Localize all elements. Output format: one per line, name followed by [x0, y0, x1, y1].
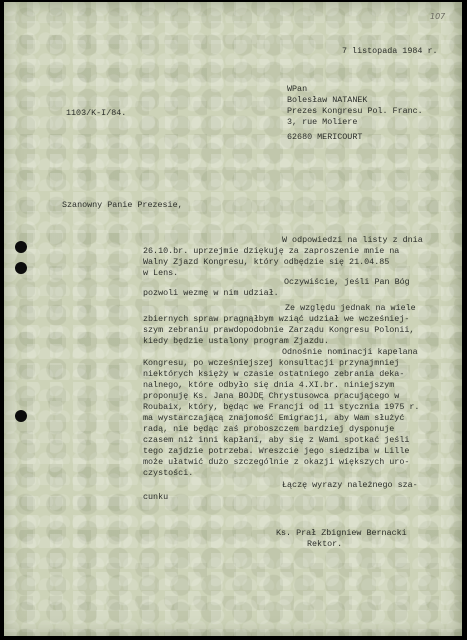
body-line: Oczywiście, jeśli Pan Bóg: [284, 277, 410, 287]
body-line: nalnego, które odbyło się dnia 4.XI.br. niniejszym: [143, 380, 395, 390]
signature-name: Ks. Prał Zbigniew Bernacki: [276, 528, 407, 538]
body-line: szym zebraniu prawdopodobnie Zarządu Kongresu Polonii,: [143, 325, 415, 335]
body-line: Kongresu, po wcześniejszej konsultacji przynajmniej: [143, 358, 400, 368]
body-line: Odnośnie nominacji kapelana: [282, 347, 418, 357]
signature-title: Rektor.: [307, 539, 343, 549]
body-line: W odpowiedzi na listy z dnia: [282, 235, 423, 245]
recipient-line: Prezes Kongresu Pol. Franc.: [287, 106, 423, 116]
body-line: w Lens.: [143, 268, 179, 278]
salutation: Szanowny Panie Prezesie,: [62, 200, 183, 210]
recipient-line: 3, rue Moliere: [287, 117, 358, 127]
body-line: kiedy będzie ustalony program Zjazdu.: [143, 336, 329, 346]
punch-hole: [15, 410, 27, 422]
letter-page: [4, 2, 462, 636]
punch-hole: [15, 262, 27, 274]
body-line: Ze względu jednak na wiele: [285, 303, 416, 313]
body-line: czasem niż inni kapłani, aby się z Wami spotkać jeśli: [143, 435, 410, 445]
body-line: pozwoli wezmę w nim udział.: [143, 288, 279, 298]
body-line: tego zajdzie potrzeba. Wreszcie jego siedziba w Lille: [143, 446, 410, 456]
body-line: niektórych księży w czasie ostatniego zebrania deka-: [143, 369, 405, 379]
body-line: Łączę wyrazy należnego sza-: [282, 480, 418, 490]
body-line: Roubaix, który, będąc we Francji od 11 stycznia 1975 r.: [143, 402, 420, 412]
recipient-line: 62680 MERICOURT: [287, 132, 363, 142]
body-line: zbiernych spraw pragnąłbym wziąć udział we wcześniej-: [143, 314, 410, 324]
recipient-line: Bolesław NATANEK: [287, 95, 368, 105]
body-line: radą, nie będąc zaś proboszczem bardziej dysponuje: [143, 424, 395, 434]
letter-date: 7 listopada 1984 r.: [342, 46, 438, 56]
body-line: cunku: [143, 492, 169, 502]
body-line: Walny Zjazd Kongresu, który odbędzie się 21.04.85: [143, 257, 390, 267]
body-line: może ułatwić dużo szczególnie z okazji większych uro-: [143, 457, 410, 467]
punch-hole: [15, 241, 27, 253]
body-line: czystości.: [143, 468, 194, 478]
body-line: ma wystarczającą znajomość Emigracji, aby Wam służyć: [143, 413, 405, 423]
body-line: 26.10.br. uprzejmie dziękuję za zaproszenie mnie na: [143, 246, 400, 256]
page-number: 107: [430, 12, 446, 21]
reference-number: 1103/K-I/84.: [66, 108, 127, 118]
body-line: proponuję Ks. Jana BOJDĘ Chrystusowca pracującego w: [143, 391, 400, 401]
recipient-line: WPan: [287, 84, 308, 94]
